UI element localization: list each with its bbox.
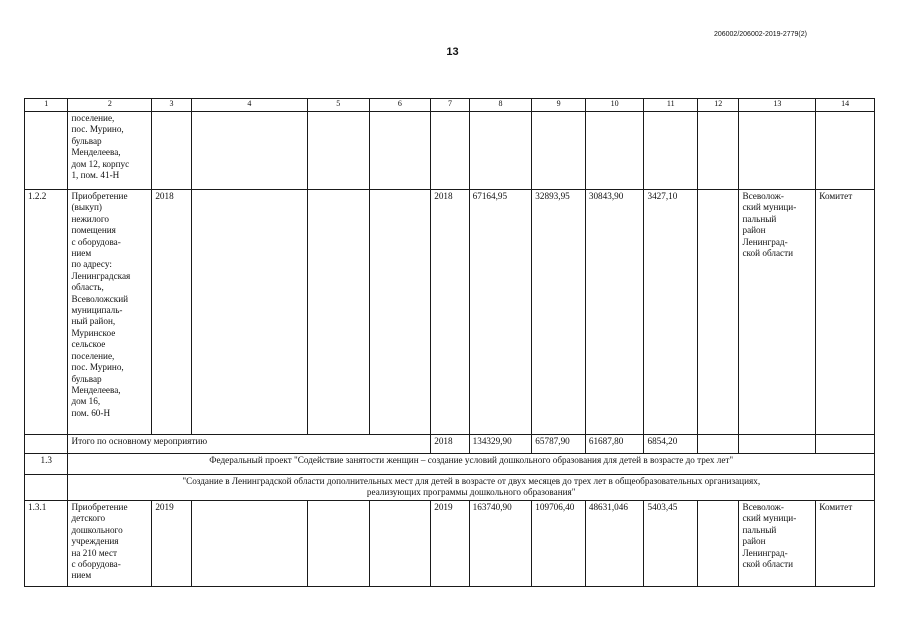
amount-col9: 109706,40 — [532, 501, 586, 587]
amount-col10: 61687,80 — [585, 435, 644, 454]
responsible: Комитет — [816, 190, 875, 435]
cell — [369, 190, 431, 435]
header-cell: 13 — [739, 99, 816, 112]
municipality: Всеволож- ский муници- пальный район Ленинград- ской области — [739, 190, 816, 435]
header-cell: 12 — [698, 99, 739, 112]
cell — [369, 501, 431, 587]
cell — [25, 112, 68, 190]
cell — [816, 435, 875, 454]
page-number: 13 — [446, 46, 459, 58]
amount-col10: 48631,046 — [585, 501, 644, 587]
amount-col11: 3427,10 — [644, 190, 698, 435]
total-amount: 67164,95 — [469, 190, 532, 435]
header-cell: 2 — [68, 99, 152, 112]
municipality: Всеволож- ский муници- пальный район Ленинград- ской области — [739, 501, 816, 587]
program-table — [24, 98, 875, 587]
cell — [698, 190, 739, 435]
item-description: поселение, пос. Мурино, бульвар Менделеева, дом 12, корпус 1, пом. 41-Н — [68, 112, 152, 190]
cell — [431, 112, 469, 190]
year: 2018 — [431, 190, 469, 435]
total-label: Итого по основному мероприятию — [68, 435, 431, 454]
item-number: 1.3.1 — [25, 501, 68, 587]
header-cell: 7 — [431, 99, 469, 112]
start-year: 2019 — [152, 501, 191, 587]
header-cell: 14 — [816, 99, 875, 112]
cell — [191, 112, 307, 190]
section-number: 1.3 — [25, 454, 68, 475]
cell — [739, 435, 816, 454]
cell — [469, 112, 532, 190]
cell — [532, 112, 586, 190]
header-cell: 3 — [152, 99, 191, 112]
subsection-row — [25, 475, 875, 501]
year: 2018 — [431, 435, 469, 454]
total-amount: 134329,90 — [469, 435, 532, 454]
cell — [698, 112, 739, 190]
header-cell: 5 — [307, 99, 369, 112]
cell — [644, 112, 698, 190]
header-cell: 9 — [532, 99, 586, 112]
subsection-title: "Создание в Ленинградской области дополнительных мест для детей в возрасте от двух месяцев до трех лет в общеобразовательных организациях, реализующих программы дошкольного образования" — [68, 475, 875, 501]
header-cell: 11 — [644, 99, 698, 112]
table-row — [25, 112, 875, 190]
year: 2019 — [431, 501, 469, 587]
amount-col11: 5403,45 — [644, 501, 698, 587]
section-title: Федеральный проект "Содействие занятости женщин – создание условий дошкольного образования для детей в возрасте до трех лет" — [68, 454, 875, 475]
header-cell: 1 — [25, 99, 68, 112]
header-cell: 8 — [469, 99, 532, 112]
header-cell: 6 — [369, 99, 431, 112]
cell — [25, 475, 68, 501]
responsible: Комитет — [816, 501, 875, 587]
total-amount: 163740,90 — [469, 501, 532, 587]
cell — [25, 435, 68, 454]
amount-col9: 32893,95 — [532, 190, 586, 435]
item-description: Приобретение детского дошкольного учреждения на 210 мест с оборудова- нием — [68, 501, 152, 587]
cell — [816, 112, 875, 190]
amount-col11: 6854,20 — [644, 435, 698, 454]
cell — [739, 112, 816, 190]
total-row — [25, 435, 875, 454]
header-cell: 10 — [585, 99, 644, 112]
item-description: Приобретение (выкуп) нежилого помещения с оборудова- нием по адресу: Ленинградская область, Всеволожский муниципаль- ный район, Муринское сельское поселение, пос. Мурино, бульвар Менделеева, дом 16, пом. 60-Н — [68, 190, 152, 435]
cell — [307, 190, 369, 435]
section-row — [25, 454, 875, 475]
amount-col10: 30843,90 — [585, 190, 644, 435]
table-row — [25, 501, 875, 587]
document-id: 206002/206002-2019-2779(2) — [713, 31, 807, 38]
item-number: 1.2.2 — [25, 190, 68, 435]
cell — [191, 501, 307, 587]
cell — [698, 501, 739, 587]
cell — [191, 190, 307, 435]
header-cell: 4 — [191, 99, 307, 112]
start-year: 2018 — [152, 190, 191, 435]
cell — [307, 501, 369, 587]
amount-col9: 65787,90 — [532, 435, 586, 454]
cell — [307, 112, 369, 190]
cell — [698, 435, 739, 454]
cell — [585, 112, 644, 190]
header-row — [25, 99, 875, 112]
cell — [369, 112, 431, 190]
table-row — [25, 190, 875, 435]
cell — [152, 112, 191, 190]
